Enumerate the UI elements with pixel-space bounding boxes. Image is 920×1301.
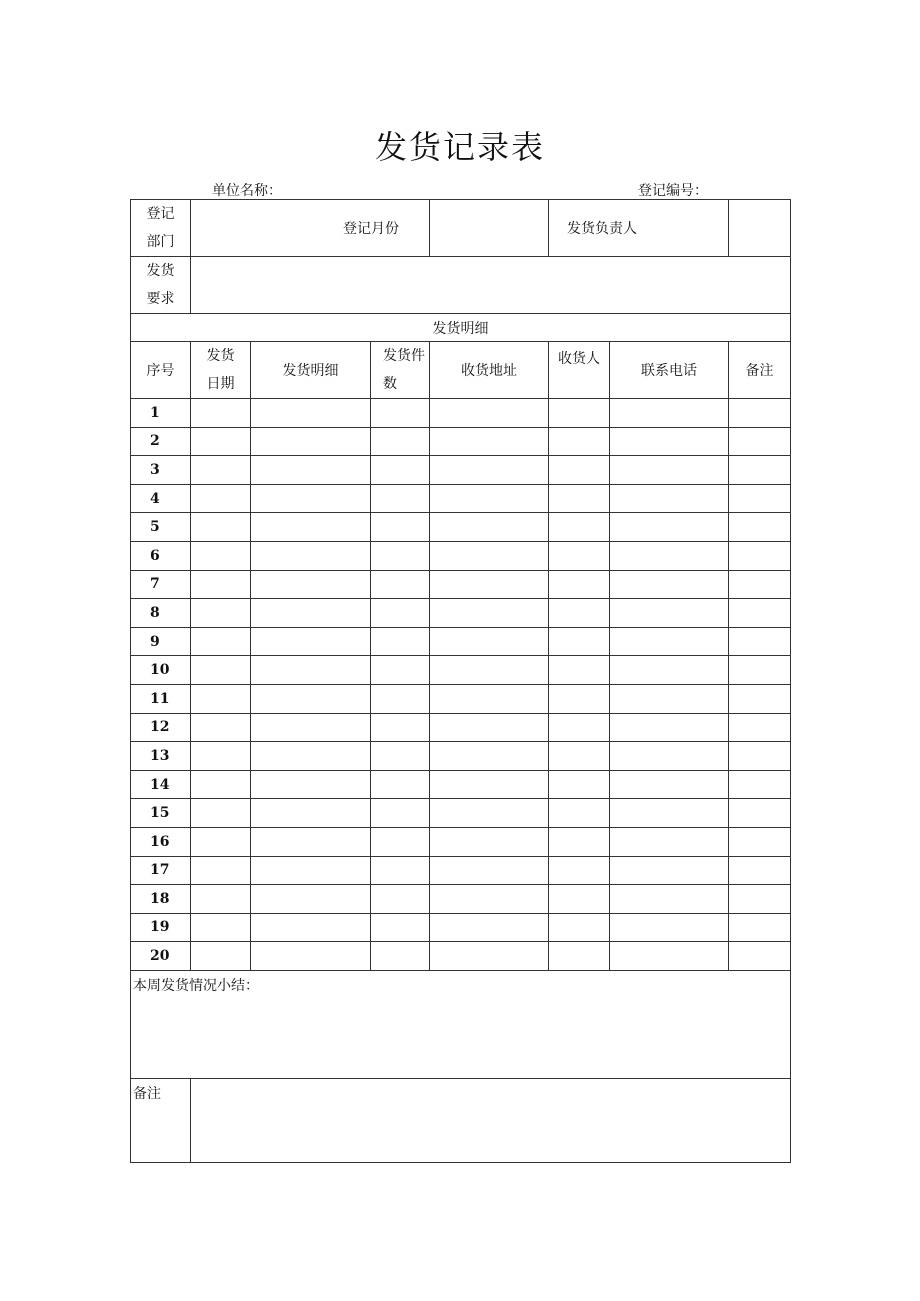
cell-address[interactable] [430,942,549,971]
cell-receiver[interactable] [549,856,610,885]
cell-date[interactable] [191,713,251,742]
cell-receiver[interactable] [549,656,610,685]
cell-receiver[interactable] [549,541,610,570]
col-address-label: 收货地址 [461,363,517,379]
row-number: 20 [131,942,191,971]
cell-count[interactable] [371,713,430,742]
row-number: 18 [131,885,191,914]
cell-address[interactable] [430,599,549,628]
cell-date[interactable] [191,513,251,542]
cell-date[interactable] [191,599,251,628]
cell-count[interactable] [371,627,430,656]
cell-count[interactable] [371,885,430,914]
cell-note[interactable] [729,742,791,771]
cell-count[interactable] [371,427,430,456]
cell-phone[interactable] [610,484,729,513]
cell-detail[interactable] [251,541,371,570]
requirement-label-cell [131,257,191,314]
row-number: 15 [131,799,191,828]
cell-count[interactable] [371,684,430,713]
cell-address[interactable] [430,513,549,542]
cell-date[interactable] [191,942,251,971]
col-phone [610,342,729,399]
cell-phone[interactable] [610,770,729,799]
cell-count[interactable] [371,570,430,599]
cell-address[interactable] [430,627,549,656]
cell-phone[interactable] [610,541,729,570]
cell-detail[interactable] [251,770,371,799]
row-number: 7 [131,570,191,599]
row-number: 17 [131,856,191,885]
cell-note[interactable] [729,885,791,914]
col-detail-label: 发货明细 [282,363,339,379]
cell-phone[interactable] [610,913,729,942]
cell-date[interactable] [191,799,251,828]
cell-detail[interactable] [251,399,371,428]
cell-note[interactable] [729,484,791,513]
cell-count[interactable] [371,827,430,856]
table-row [131,799,791,828]
cell-detail[interactable] [251,799,371,828]
cell-phone[interactable] [610,599,729,628]
cell-receiver[interactable] [549,885,610,914]
cell-address[interactable] [430,427,549,456]
cell-address[interactable] [430,856,549,885]
cell-phone[interactable] [610,684,729,713]
table-row [131,770,791,799]
table-row [131,713,791,742]
cell-note[interactable] [729,856,791,885]
cell-phone[interactable] [610,399,729,428]
cell-date[interactable] [191,570,251,599]
table-row [131,742,791,771]
cell-detail[interactable] [251,856,371,885]
cell-count[interactable] [371,942,430,971]
cell-detail[interactable] [251,885,371,914]
month-value-cell[interactable] [430,200,549,257]
col-note-label: 备注 [745,363,774,379]
cell-date[interactable] [191,399,251,428]
cell-address[interactable] [430,570,549,599]
row-number: 2 [131,427,191,456]
row-number: 4 [131,484,191,513]
table-row [131,513,791,542]
cell-note[interactable] [729,942,791,971]
cell-note[interactable] [729,570,791,599]
col-seq-label: 序号 [146,363,175,379]
cell-receiver[interactable] [549,913,610,942]
cell-detail[interactable] [251,513,371,542]
dept-label: 登记部门 [146,206,175,250]
col-seq [131,342,191,399]
row-number: 1 [131,399,191,428]
cell-count[interactable] [371,856,430,885]
responsible-label: 发货负责人 [567,221,637,237]
table-row [131,942,791,971]
shipment-record-table [130,199,791,1163]
cell-address[interactable] [430,770,549,799]
col-date [191,342,251,399]
row-number: 16 [131,827,191,856]
row-number: 9 [131,627,191,656]
cell-detail[interactable] [251,913,371,942]
cell-receiver[interactable] [549,827,610,856]
responsible-value-cell[interactable] [729,200,791,257]
table-row [131,684,791,713]
table-row [131,599,791,628]
cell-date[interactable] [191,885,251,914]
row-number: 10 [131,656,191,685]
summary-cell[interactable] [131,970,791,1078]
cell-address[interactable] [430,656,549,685]
cell-date[interactable] [191,684,251,713]
page-title: 发货记录表 [374,128,545,166]
table-row [131,427,791,456]
requirement-label: 发货要求 [146,263,175,307]
cell-note[interactable] [729,827,791,856]
cell-note[interactable] [729,799,791,828]
cell-phone[interactable] [610,570,729,599]
cell-phone[interactable] [610,856,729,885]
cell-detail[interactable] [251,570,371,599]
table-row [131,484,791,513]
table-row [131,456,791,485]
reg-no-label: 登记编号： [638,183,708,199]
dept-label-cell [131,200,191,257]
cell-note[interactable] [729,456,791,485]
cell-receiver[interactable] [549,513,610,542]
cell-address[interactable] [430,827,549,856]
table-row [131,885,791,914]
cell-count[interactable] [371,456,430,485]
cell-address[interactable] [430,456,549,485]
cell-date[interactable] [191,456,251,485]
cell-count[interactable] [371,513,430,542]
cell-phone[interactable] [610,427,729,456]
cell-detail[interactable] [251,484,371,513]
col-count [371,342,430,399]
cell-address[interactable] [430,913,549,942]
table-row [131,827,791,856]
cell-count[interactable] [371,399,430,428]
table-row [131,656,791,685]
cell-detail[interactable] [251,656,371,685]
cell-phone[interactable] [610,513,729,542]
col-phone-label: 联系电话 [641,363,697,379]
table-row [131,856,791,885]
cell-detail[interactable] [251,942,371,971]
row-number: 5 [131,513,191,542]
cell-phone[interactable] [610,942,729,971]
cell-count[interactable] [371,656,430,685]
cell-receiver[interactable] [549,770,610,799]
cell-phone[interactable] [610,456,729,485]
row-number: 19 [131,913,191,942]
cell-note[interactable] [729,599,791,628]
row-number: 11 [131,684,191,713]
remarks-label: 备注 [133,1085,161,1102]
month-label: 登记月份 [343,221,399,237]
cell-detail[interactable] [251,713,371,742]
cell-address[interactable] [430,399,549,428]
cell-date[interactable] [191,827,251,856]
cell-count[interactable] [371,599,430,628]
col-date-label: 发货日期 [206,348,235,392]
cell-note[interactable] [729,399,791,428]
cell-note[interactable] [729,627,791,656]
cell-note[interactable] [729,427,791,456]
cell-receiver[interactable] [549,570,610,599]
cell-note[interactable] [729,513,791,542]
col-receiver [549,342,610,399]
month-label-cell [191,200,430,257]
cell-detail[interactable] [251,456,371,485]
cell-address[interactable] [430,541,549,570]
cell-count[interactable] [371,742,430,771]
cell-receiver[interactable] [549,599,610,628]
cell-date[interactable] [191,427,251,456]
col-note [729,342,791,399]
requirement-value-cell[interactable] [191,257,791,314]
cell-count[interactable] [371,770,430,799]
cell-count[interactable] [371,799,430,828]
cell-phone[interactable] [610,827,729,856]
cell-address[interactable] [430,684,549,713]
row-number: 13 [131,742,191,771]
col-count-label: 发货件数 [383,348,425,392]
cell-receiver[interactable] [549,484,610,513]
cell-count[interactable] [371,541,430,570]
cell-phone[interactable] [610,713,729,742]
row-number: 12 [131,713,191,742]
cell-date[interactable] [191,770,251,799]
cell-detail[interactable] [251,599,371,628]
table-row [131,399,791,428]
cell-detail[interactable] [251,627,371,656]
cell-detail[interactable] [251,742,371,771]
cell-date[interactable] [191,742,251,771]
cell-receiver[interactable] [549,399,610,428]
cell-note[interactable] [729,913,791,942]
cell-note[interactable] [729,541,791,570]
cell-count[interactable] [371,484,430,513]
remarks-label-cell [131,1078,191,1162]
cell-address[interactable] [430,713,549,742]
cell-date[interactable] [191,656,251,685]
cell-date[interactable] [191,627,251,656]
cell-date[interactable] [191,913,251,942]
col-receiver-label: 收货人 [558,351,600,367]
table-row [131,913,791,942]
col-address [430,342,549,399]
cell-detail[interactable] [251,827,371,856]
detail-section-label: 发货明细 [432,320,489,337]
table-row [131,541,791,570]
cell-phone[interactable] [610,656,729,685]
cell-date[interactable] [191,484,251,513]
cell-detail[interactable] [251,684,371,713]
row-number: 8 [131,599,191,628]
cell-address[interactable] [430,799,549,828]
table-row [131,627,791,656]
summary-label: 本周发货情况小结： [133,977,259,994]
cell-note[interactable] [729,656,791,685]
cell-date[interactable] [191,541,251,570]
cell-detail[interactable] [251,427,371,456]
row-number: 14 [131,770,191,799]
cell-receiver[interactable] [549,713,610,742]
cell-phone[interactable] [610,742,729,771]
col-detail [251,342,371,399]
cell-receiver[interactable] [549,742,610,771]
row-number: 3 [131,456,191,485]
cell-date[interactable] [191,856,251,885]
cell-receiver[interactable] [549,799,610,828]
cell-phone[interactable] [610,799,729,828]
cell-receiver[interactable] [549,684,610,713]
cell-address[interactable] [430,742,549,771]
cell-receiver[interactable] [549,942,610,971]
row-number: 6 [131,541,191,570]
cell-receiver[interactable] [549,627,610,656]
cell-receiver[interactable] [549,427,610,456]
cell-note[interactable] [729,684,791,713]
remarks-value-cell[interactable] [191,1078,791,1162]
cell-phone[interactable] [610,627,729,656]
responsible-label-cell [549,200,729,257]
cell-note[interactable] [729,713,791,742]
detail-section-heading [131,314,791,342]
table-row [131,570,791,599]
unit-name-label: 单位名称： [212,183,282,199]
cell-address[interactable] [430,484,549,513]
cell-count[interactable] [371,913,430,942]
cell-phone[interactable] [610,885,729,914]
cell-receiver[interactable] [549,456,610,485]
cell-note[interactable] [729,770,791,799]
cell-address[interactable] [430,885,549,914]
